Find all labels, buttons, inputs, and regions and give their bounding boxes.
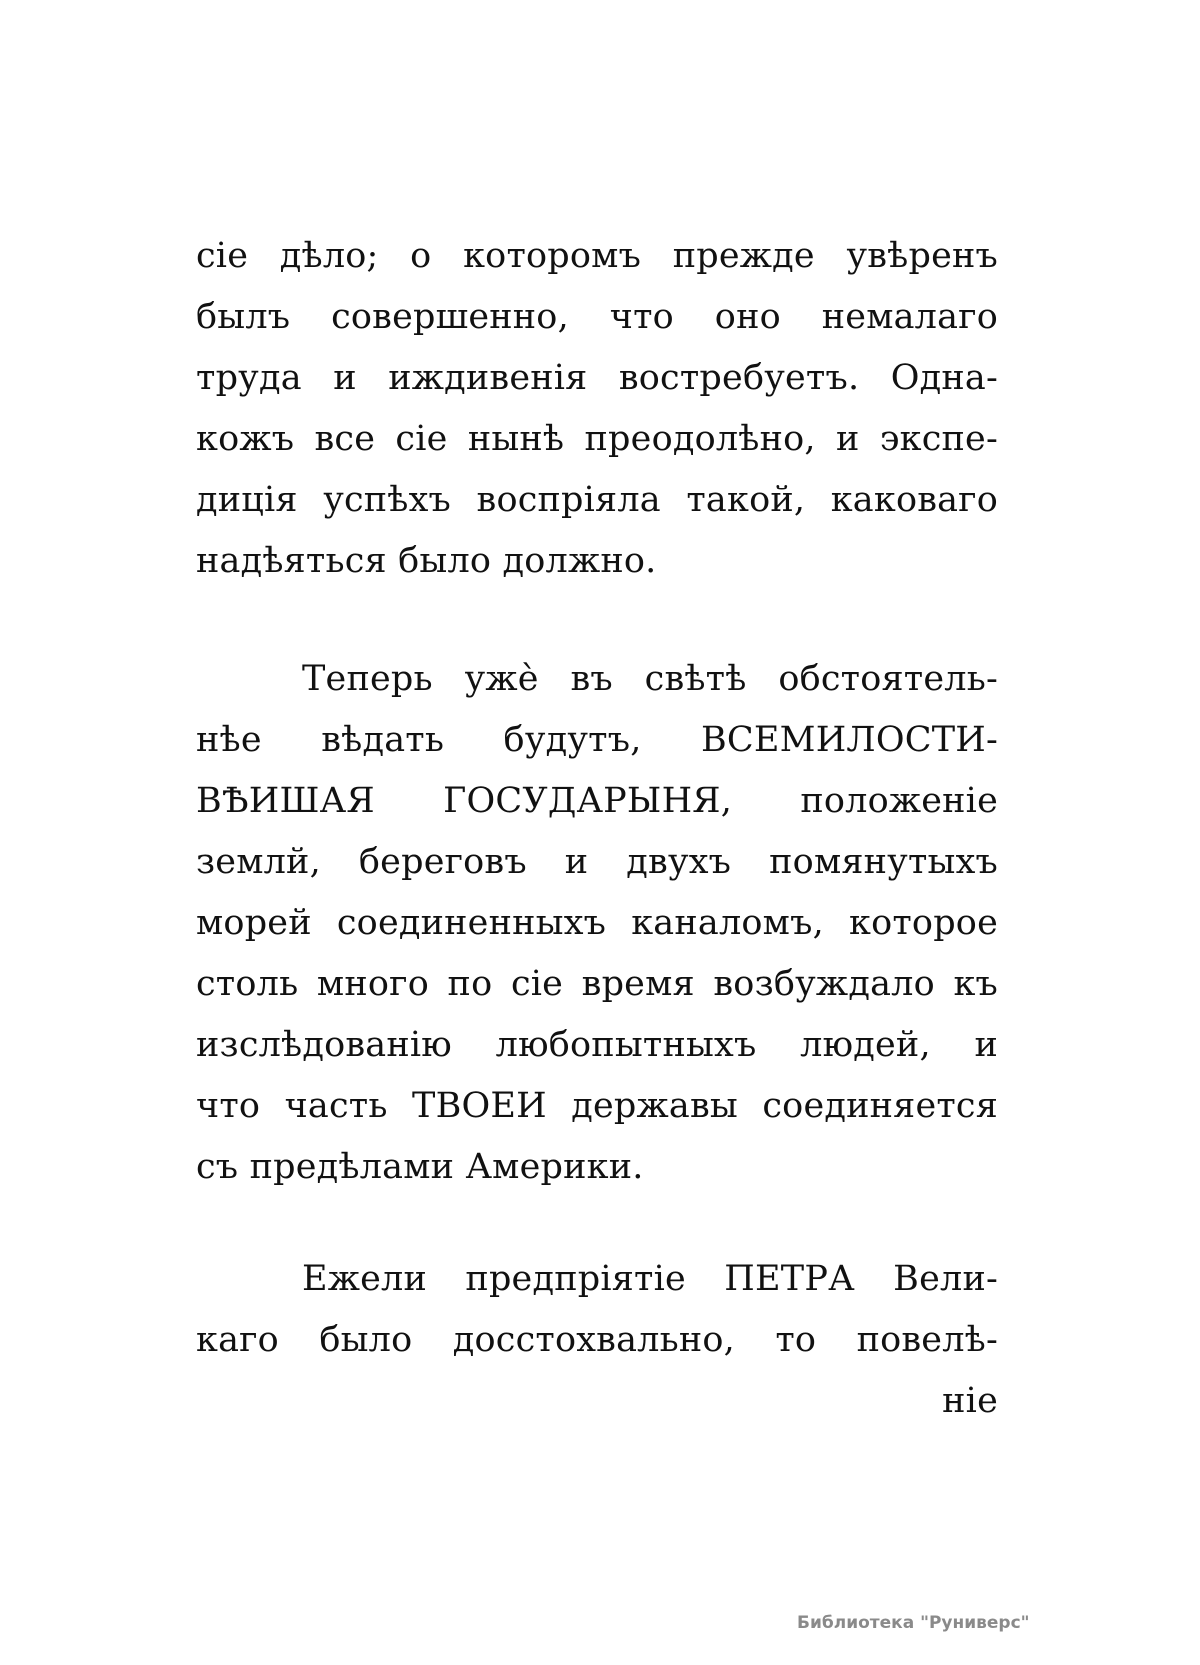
text-line: нѣе вѣдать будутъ, ВСЕМИЛОСТИ-: [196, 720, 998, 760]
text-line: диція успѣхъ воспріяла такой, каковаго: [196, 480, 998, 520]
text-line: столь много по сіе время возбуждало къ: [196, 964, 998, 1004]
text-line: каго было досстохвально, то повелѣ-: [196, 1320, 998, 1360]
text-line: Теперь ужѐ въ свѣтѣ обстоятель-: [302, 659, 998, 699]
text-line: землй, береговъ и двухъ помянутыхъ: [196, 842, 998, 882]
text-line: труда и иждивенія востребуетъ. Одна-: [196, 358, 998, 398]
text-line: что часть ТВОЕИ державы соединяется: [196, 1086, 998, 1126]
text-line: кожъ все сіе нынѣ преодолѣно, и экспе-: [196, 419, 998, 459]
library-watermark: Библиотека "Руниверс": [797, 1613, 1030, 1633]
text-line: надѣяться было должно.: [196, 541, 657, 581]
text-line: ВѢИШАЯ ГОСУДАРЫНЯ, положеніе: [196, 781, 998, 821]
text-line: съ предѣлами Америки.: [196, 1147, 644, 1187]
paragraph-1: [196, 226, 998, 592]
catchword: ніе: [942, 1381, 998, 1421]
text-line: морей соединенныхъ каналомъ, которое: [196, 903, 998, 943]
paragraph-2: [196, 649, 998, 1198]
paragraph-3: [196, 1249, 998, 1432]
text-line: былъ совершенно, что оно немалаго: [196, 297, 998, 337]
text-line: Ежели предпріятіе ПЕТРА Вели-: [302, 1259, 998, 1299]
text-line: изслѣдованію любопытныхъ людей, и: [196, 1025, 998, 1065]
text-line: сіе дѣло; о которомъ прежде увѣренъ: [196, 236, 998, 276]
